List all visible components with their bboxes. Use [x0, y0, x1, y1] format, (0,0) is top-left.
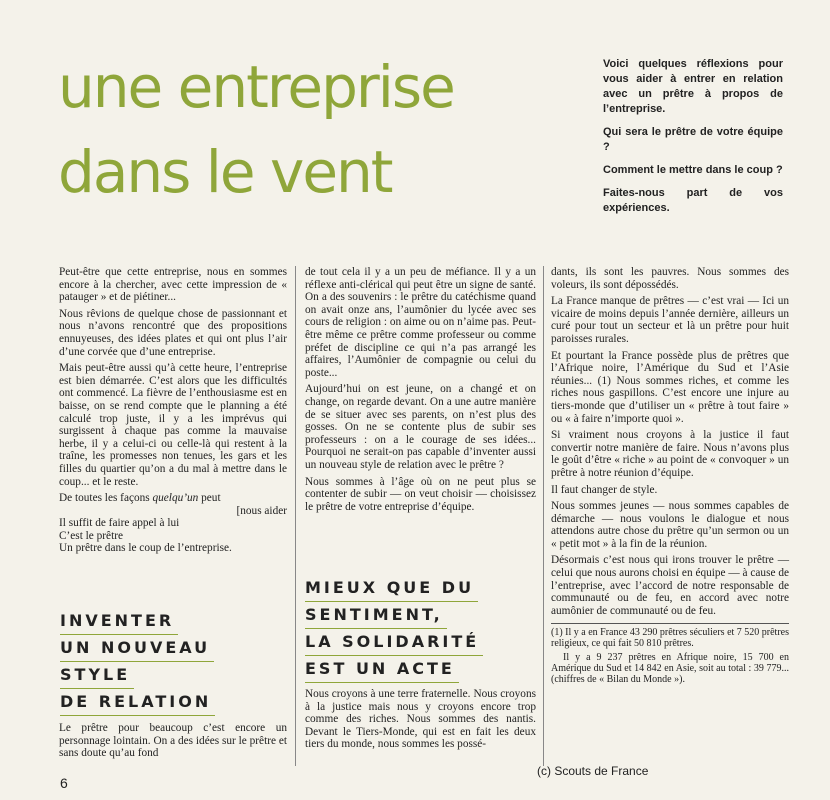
paragraph [59, 492, 287, 505]
intro-question: Qui sera le prêtre de votre équipe ? [603, 126, 783, 153]
paragraph: Mais peut-être aussi qu’à cette heure, l’entreprise est bien démarrée. C’est alors que les difficultés ont commencé. La fièvre de l’enthousiasme est en baisse, on se rend compte que le planning a été calculé trop juste, il y a les imprévus qui surgissent à chaque pas comme la mauvaise herbe, il y a celui-ci ou celle-là qui restent à la traîne, les promesses non tenues, les gars et les filles du quartier qu’on a du mal à mettre dans le coup... et le reste. [59, 362, 287, 488]
heading-line: MIEUX QUE DU [305, 575, 478, 602]
text-column-3 [551, 266, 789, 685]
text-column-2-continued [305, 688, 536, 755]
footnote-text: Il y a 9 237 prêtres en Afrique noire, 15 700 en Amérique du Sud et 14 842 en Asie, soit au total : 39 779... (chiffres de « Bilan du Monde »). [551, 652, 789, 686]
paragraph: Il faut changer de style. [551, 483, 658, 496]
heading-line: UN NOUVEAU [60, 635, 214, 662]
paragraph: [nous aider [236, 504, 287, 517]
paragraph: Si vraiment nous croyons à la justice il faut convertir notre manière de faire. Nous n’avons plus le goût d’être « riche » au point de « convoquer » un prêtre à notre réunion d’équipe. [551, 429, 789, 479]
paragraph: Nous sommes jeunes — nous sommes capables de démarche — nous voulons le dialogue et nous attendons autre chose du prêtre qu’un sermon ou un « petit mot » à la fin de la réunion. [551, 500, 789, 550]
paragraph: de tout cela il y a un peu de méfiance. Il y a un réflexe anti-clérical qui peut être un signe de santé. On a des souvenirs : le prêtre du catéchisme quand on avait onze ans, l’aumônier du lycée avec ses cours de religion : on aime ou on n’aime pas. Peut-être même ce prêtre comme professeur ou comme préfet de discipline ce qui n’a pas arrangé les affaires, l’Aumônier de compagnie ou celui du poste... [305, 266, 536, 379]
paragraph: Nous croyons à une terre fraternelle. Nous croyons à la justice mais nous y croyons encore trop comme des riches. Nous sommes des nantis. Devant le Tiers-Monde, qui est en fait les deux tiers du monde, nous sommes les possé- [305, 688, 536, 751]
footnote [551, 623, 789, 685]
footnote-text: (1) Il y a en France 43 290 prêtres séculiers et 7 520 prêtres religieux, ce qui fait 50 810 prêtres. [551, 627, 789, 650]
page-number: 6 [60, 775, 68, 791]
show-through-text [560, 4, 564, 19]
text: peut [201, 492, 221, 505]
paragraph: Un prêtre dans le coup de l’entreprise. [59, 542, 232, 555]
emphasis-text: quelqu’un [152, 492, 199, 505]
paragraph: Aujourd’hui on est jeune, on a changé et on change, on regarde devant. On a une autre manière de se situer avec ses parents, on n’est plus des gosses. On ne se contente plus de subir ses professeurs : on a le courage de ses idées... Pourquoi ne serait-on pas capable d’inventer aussi un nouveau style de relation avec le prêtre ? [305, 383, 536, 471]
text-column-1-continued [59, 722, 287, 764]
paragraph: Et pourtant la France possède plus de prêtres que l’Afrique noire, l’Amérique du Sud et l’Asie réunies... (1) Nous sommes riches, et comme les riches nous gaspillons. C’est encore une injure au tiers-monde que d’utiliser un « prêtre à tout faire » ou « à faire n’importe quoi ». [551, 349, 789, 425]
article-title-line-1: une entreprise [58, 53, 454, 121]
article-title-line-2: dans le vent [58, 138, 392, 206]
column-divider [295, 266, 296, 766]
paragraph: Peut-être que cette entreprise, nous en sommes encore à la chercher, avec cette impression de « patauger » et de piétiner... [59, 266, 287, 304]
column-divider [543, 266, 544, 766]
paragraph: Désormais c’est nous qui irons trouver le prêtre — celui que nous aurons choisi en équipe — à cause de l’entreprise, avec l’accord de notre responsable de communauté ou de feu, en accord avec notre aumônier de communauté ou de feu. [551, 554, 789, 617]
heading-line: DE RELATION [60, 689, 215, 716]
heading-line: INVENTER [60, 608, 178, 635]
heading-line: SENTIMENT, [305, 602, 447, 629]
intro-call-to-action: Faites-nous part de vos expériences. [603, 187, 783, 214]
intro-box [603, 57, 783, 224]
section-heading-1 [60, 608, 215, 716]
section-heading-2 [305, 575, 483, 683]
heading-line: EST UN ACTE [305, 656, 459, 683]
paragraph: Le prêtre pour beaucoup c’est encore un personnage lointain. On a des idées sur le prêtre et sans doute qu’au fond [59, 722, 287, 760]
text: De toutes les façons [59, 492, 150, 505]
paragraph: Il suffit de faire appel à lui [59, 517, 180, 530]
paragraph: La France manque de prêtres — c’est vrai — Ici un vicaire de moins depuis l’année dernière, ailleurs un curé pour tout un secteur et là un prêtre pour huit paroisses rurales. [551, 295, 789, 345]
heading-line: LA SOLIDARITÉ [305, 629, 483, 656]
paragraph: Nous sommes à l’âge où on ne peut plus se contenter de subir — on veut choisir — choisissez le prêtre de votre entreprise d’équipe. [305, 475, 536, 513]
heading-line: STYLE [60, 662, 134, 689]
text-column-1 [59, 266, 287, 559]
intro-question: Comment le mettre dans le coup ? [603, 164, 783, 176]
copyright-notice: (c) Scouts de France [537, 764, 649, 778]
paragraph: C’est le prêtre [59, 529, 123, 542]
intro-paragraph: Voici quelques réflexions pour vous aider à entrer en relation avec un prêtre à propos de l’entreprise. [603, 58, 783, 115]
paragraph: dants, ils sont les pauvres. Nous sommes des voleurs, ils sont dépossédés. [551, 266, 789, 291]
text-column-2 [305, 266, 536, 517]
paragraph: Nous rêvions de quelque chose de passionnant et nous n’avons rencontré que des propositions ennuyeuses, des idées plates et qui ont plus l’air d’une corvée que d’une entreprise. [59, 307, 287, 358]
